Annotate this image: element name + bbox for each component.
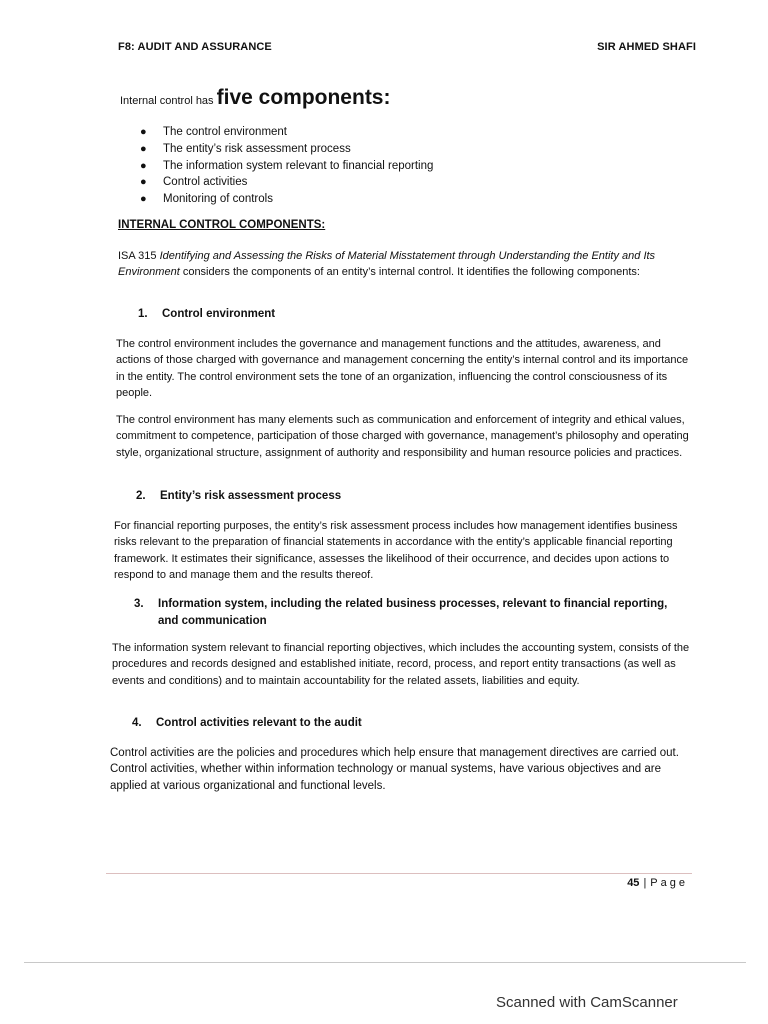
components-list	[136, 124, 433, 208]
intro-line	[120, 86, 391, 110]
header-course-title: F8: AUDIT AND ASSURANCE	[118, 41, 272, 53]
information-system-paragraph: The information system relevant to financial reporting objectives, which includes the accounting system, consists of the procedures and records designed and established initiate, record, process, and report entity transactions (as well as events and conditions) and to maintain accountability for the related assets, liabilities and equity.	[112, 642, 690, 687]
scan-divider	[24, 962, 746, 963]
list-item: ● Control activities	[136, 174, 433, 191]
section-heading: INTERNAL CONTROL COMPONENTS:	[118, 219, 326, 231]
intro-suffix: :	[383, 86, 391, 109]
control-environment-paragraph-2: The control environment has many elements such as communication and enforcement of integrity and ethical values, commitment to competence, participation of those charged with governance, management’s philosophy and operating style, organizational structure, assignment of authority and responsibility and human resource policies and practices.	[116, 414, 689, 459]
page-number: 45 | Page	[627, 877, 688, 889]
isa-paragraph: ISA 315 Identifying and Assessing the Risks of Material Misstatement through Understanding the Entity and Its Environment considers the components of an entity’s internal control. It identifies the following components:	[118, 250, 656, 279]
bullet-dot-icon: ●	[140, 142, 147, 155]
intro-emphasis: five components	[216, 86, 384, 109]
risk-assessment-paragraph: For financial reporting purposes, the entity’s risk assessment process includes how management identifies business risks relevant to the preparation of financial statements in accordance with the entity’s applicable financial reporting framework. It estimates their significance, assesses the likelihood of their occurrence, and decides upon actions to respond to and manage them and the results thereof.	[114, 520, 678, 581]
component-heading-2: 2. Entity’s risk assessment process	[136, 490, 342, 502]
intro-prefix: Internal control has	[120, 95, 217, 107]
list-item: ● The entity’s risk assessment process	[136, 141, 433, 158]
header-author: SIR AHMED SHAFI	[597, 41, 696, 53]
camscanner-watermark: Scanned with CamScanner	[496, 994, 678, 1011]
bullet-dot-icon: ●	[140, 126, 147, 138]
bullet-dot-icon: ●	[140, 159, 147, 172]
bullet-dot-icon: ●	[140, 193, 147, 206]
component-heading-1: 1. Control environment	[138, 308, 276, 320]
list-item: ● Monitoring of controls	[136, 191, 433, 208]
component-heading-4: 4. Control activities relevant to the audit	[132, 717, 362, 729]
control-environment-paragraph-1: The control environment includes the governance and management functions and the attitudes, awareness, and actions of those charged with governance and management concerning the entity’s internal control and its importance in the entity. The control environment sets the tone of an organization, influencing the control consciousness of its people.	[116, 338, 689, 399]
footer-divider	[106, 873, 692, 874]
bullet-dot-icon: ●	[140, 176, 147, 189]
component-heading-3: 3. Information system, including the related business processes, relevant to financial reporting, and communication	[134, 598, 668, 627]
list-item: ● The control environment	[136, 124, 433, 141]
control-activities-paragraph: Control activities are the policies and procedures which help ensure that management directives are carried out. Control activities, whether within information technology or manual systems, have various objectives and are applied at various organizational and functional levels.	[110, 747, 679, 792]
isa-standard-title: Identifying and Assessing the Risks of Material Misstatement through Understanding the Entity and Its Environment	[118, 250, 656, 279]
list-item: ● The information system relevant to financial reporting	[136, 158, 433, 175]
